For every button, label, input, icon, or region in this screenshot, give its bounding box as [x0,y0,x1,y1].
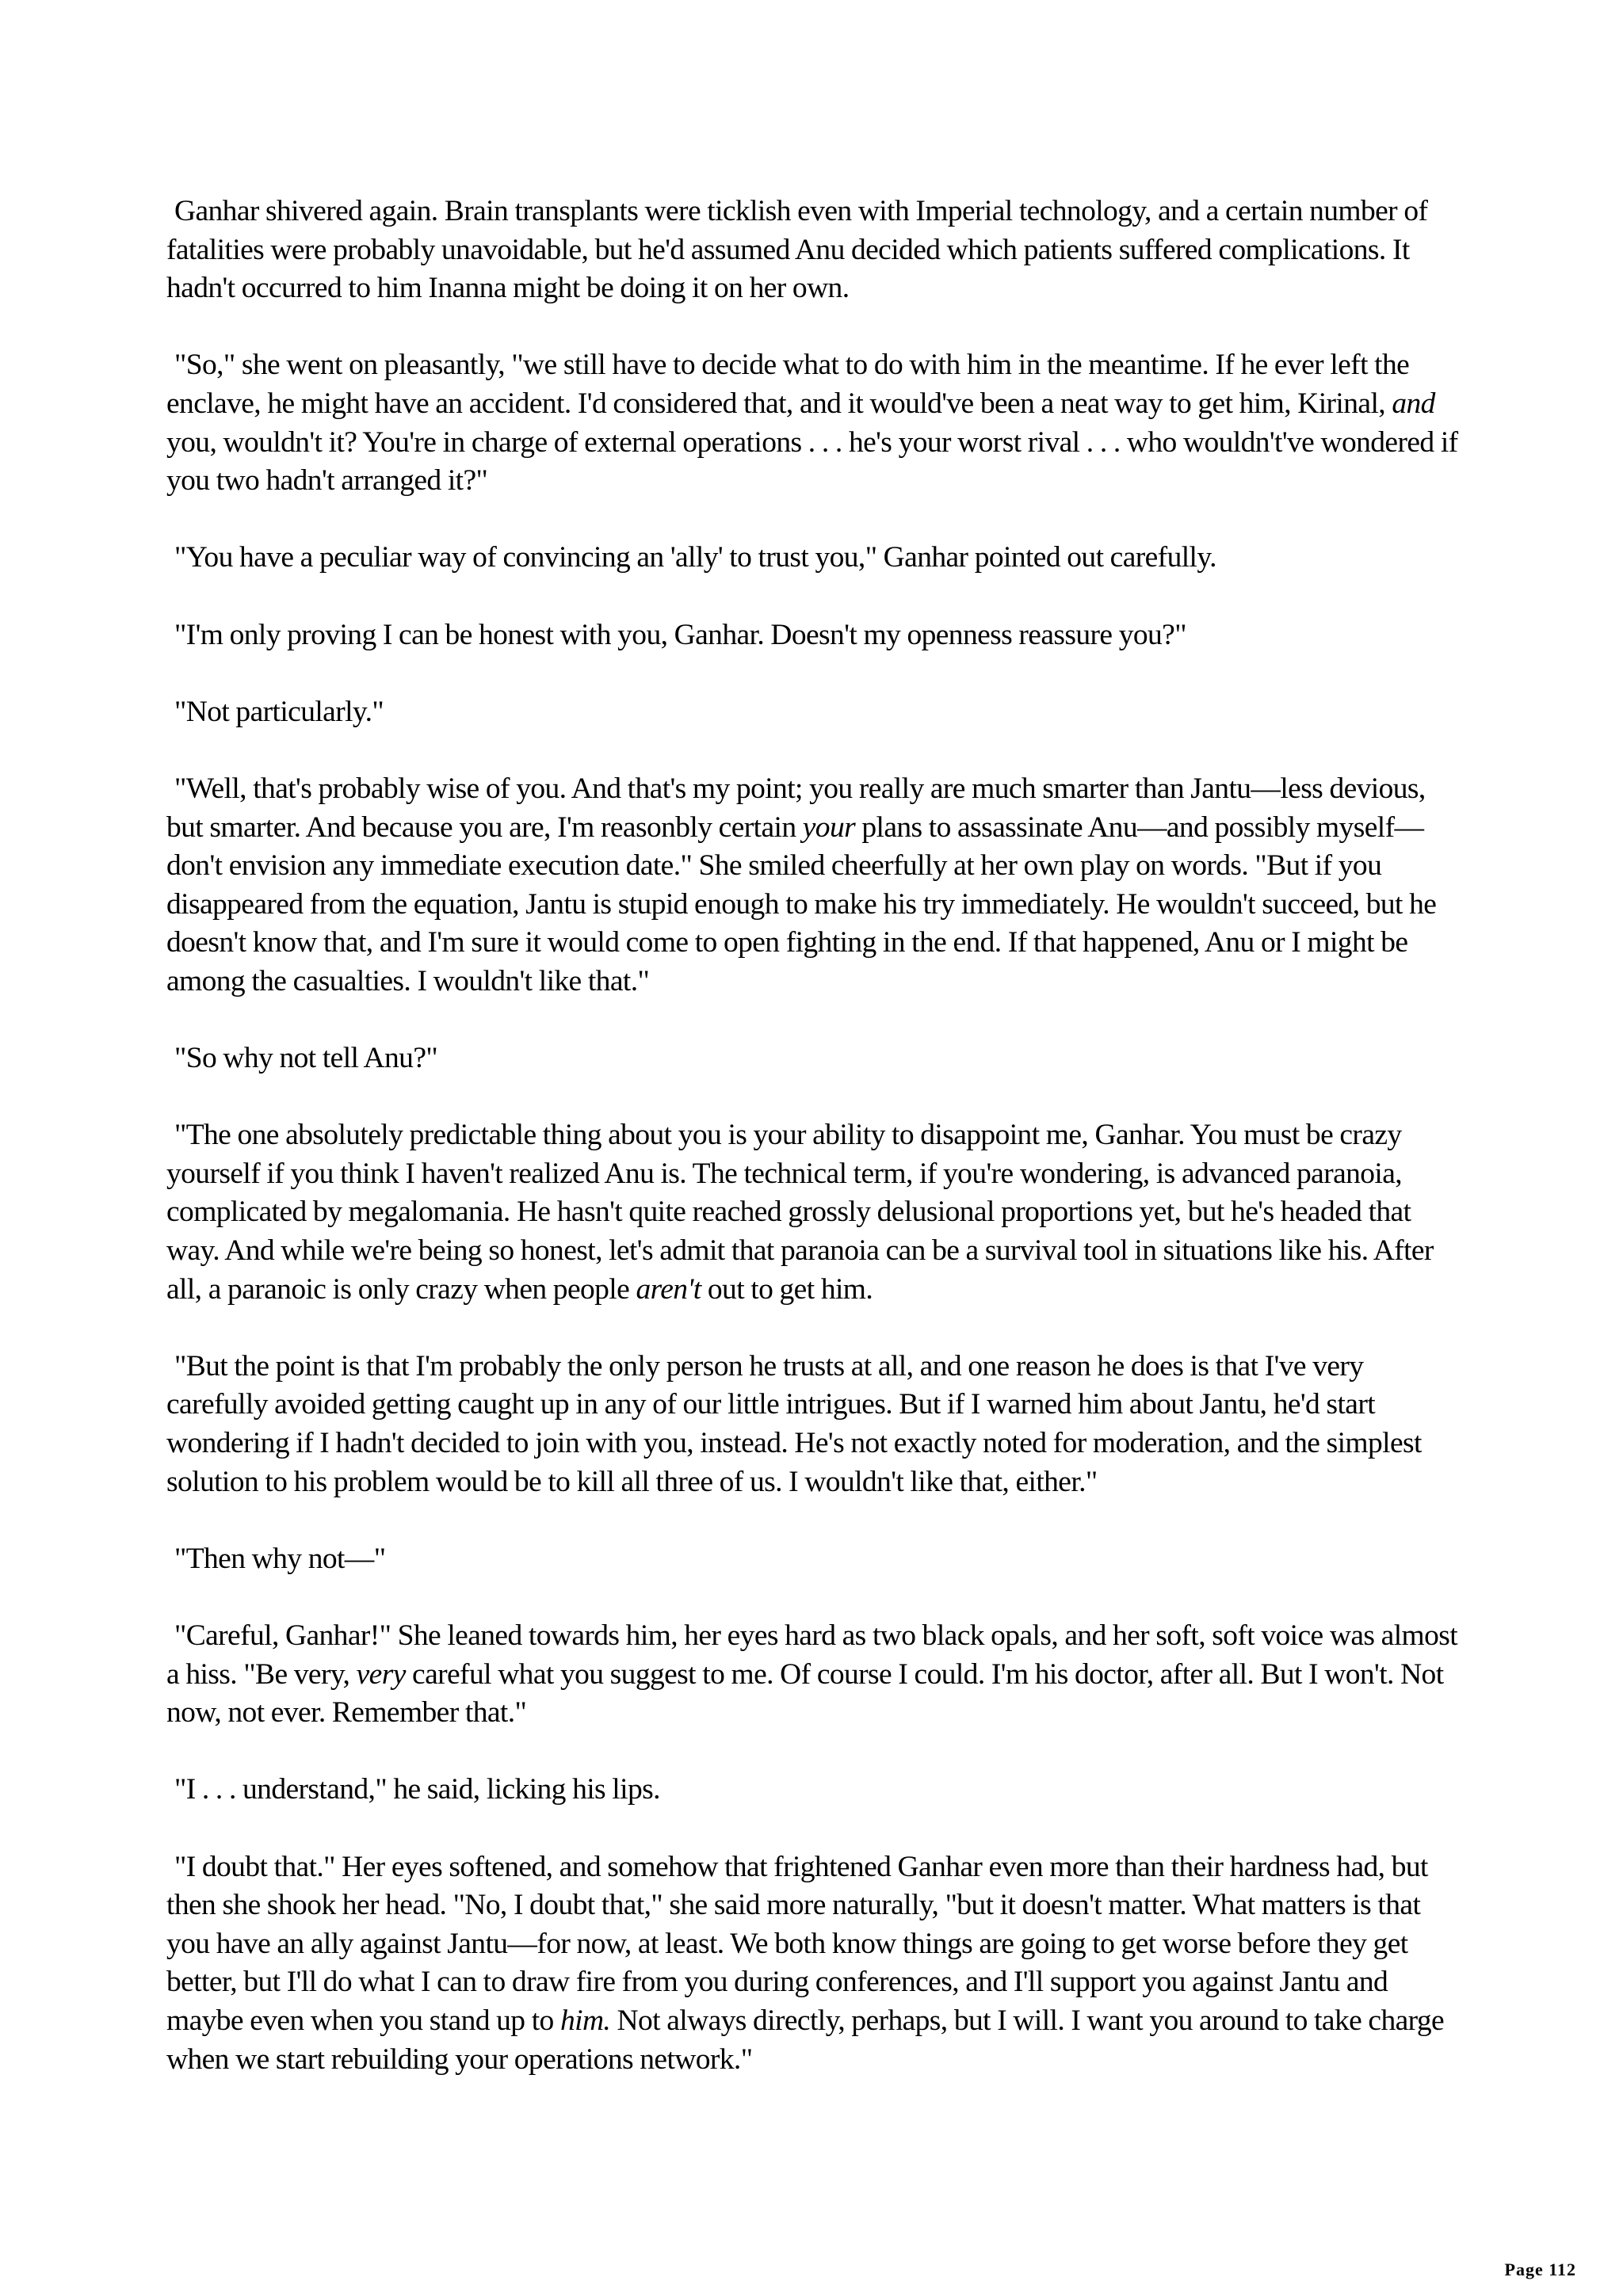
italic-text: very [356,1657,406,1691]
text-run: Not always directly, perhaps, but I will. I want you around to take charge when we start rebuilding your operations network." [166,2004,1445,2076]
text-run: "The one absolutely predictable thing about you is your ability to disappoint me, Ganhar. You must be crazy yourself if you think I haven't realized Anu is. The technical term, if you're wondering, is advanced paranoia, complicated by megalomania. He hasn't quite reached grossly delusional proportions yet, but he's headed that way. And while we're being so honest, let's admit that paranoia can be a survival tool in situations like his. After all, a paranoic is only crazy when people [166,1119,1434,1306]
paragraph [166,693,1466,732]
text-run: "So why not tell Anu?" [174,1042,438,1075]
paragraph [166,539,1466,578]
paragraph [166,770,1466,1001]
paragraph [166,1116,1466,1309]
text-run: "I . . . understand," he said, licking his lips. [174,1773,660,1806]
text-run: "Well, that's probably wise of you. And that's my point; you really are much smarter than Jantu—less devious, but smarter. And because you are, I'm reasonbly certain [166,772,1426,844]
text-run: Ganhar shivered again. Brain transplants were ticklish even with Imperial technology, and a certain number of fatalities were probably unavoidable, but he'd assumed Anu decided which patients suffered complications. It hadn't occurred to him Inanna might be doing it on her own. [166,195,1428,305]
text-run: plans to assassinate Anu—and possibly myself—don't envision any immediate execution date." She smiled cheerfully at her own play on words. "But if you disappeared from the equation, Jantu is stupid enough to make his try immediately. He wouldn't succeed, but he doesn't know that, and I'm sure it would come to open fighting in the end. If that happened, Anu or I might be among the casualties. I wouldn't like that." [166,810,1437,997]
text-run: "So," she went on pleasantly, "we still have to decide what to do with him in the meantime. If he ever left the enclave, he might have an accident. I'd considered that, and it would've been a neat way to get him, Kirinal, [166,349,1410,420]
body-text [166,193,1466,2118]
text-run: "You have a peculiar way of convincing an 'ally' to trust you," Ganhar pointed out carefully. [174,541,1216,574]
paragraph [166,193,1466,308]
paragraph [166,1039,1466,1078]
text-run: "Careful, Ganhar!" She leaned towards him, her eyes hard as two black opals, and her soft, soft voice was almost a hiss. "Be very, [166,1619,1458,1691]
paragraph [166,616,1466,655]
italic-text: aren't [636,1272,701,1306]
text-run: "I'm only proving I can be honest with you, Ganhar. Doesn't my openness reassure you?" [174,618,1186,651]
italic-text: and [1392,387,1435,420]
text-run: you, wouldn't it? You're in charge of external operations . . . he's your worst rival . . . who wouldn't've wondered if you two hadn't arranged it?" [166,425,1458,498]
text-run: careful what you suggest to me. Of course I could. I'm his doctor, after all. But I won't. Not now, not ever. Remember that." [166,1657,1444,1730]
paragraph [166,346,1466,500]
text-run: "I doubt that." Her eyes softened, and somehow that frightened Ganhar even more than their hardness had, but then she shook her head. "No, I doubt that," she said more naturally, "but it doesn't matter. What matters is that you have an ally against Jantu—for now, at least. We both know things are going to get worse before they get better, but I'll do what I can to draw fire from you during conferences, and I'll support you against Jantu and maybe even when you stand up to [166,1850,1428,2037]
text-run: "Not particularly." [174,695,384,728]
paragraph [166,1540,1466,1579]
italic-text: him. [559,2004,611,2037]
paragraph [166,1348,1466,1501]
page-number: Page 112 [1504,2260,1576,2279]
paragraph [166,1771,1466,1810]
italic-text: your [802,810,856,844]
text-run: "Then why not—" [174,1542,386,1575]
paragraph [166,1617,1466,1733]
text-run: "But the point is that I'm probably the only person he trusts at all, and one reason he does is that I've very carefully avoided getting caught up in any of our little intrigues. But if I warned him about Jantu, he'd start wondering if I hadn't decided to join with you, instead. He's not exactly noted for moderation, and the simplest solution to his problem would be to kill all three of us. I wouldn't like that, either." [166,1349,1422,1498]
paragraph [166,1848,1466,2080]
text-run: out to get him. [701,1272,873,1306]
